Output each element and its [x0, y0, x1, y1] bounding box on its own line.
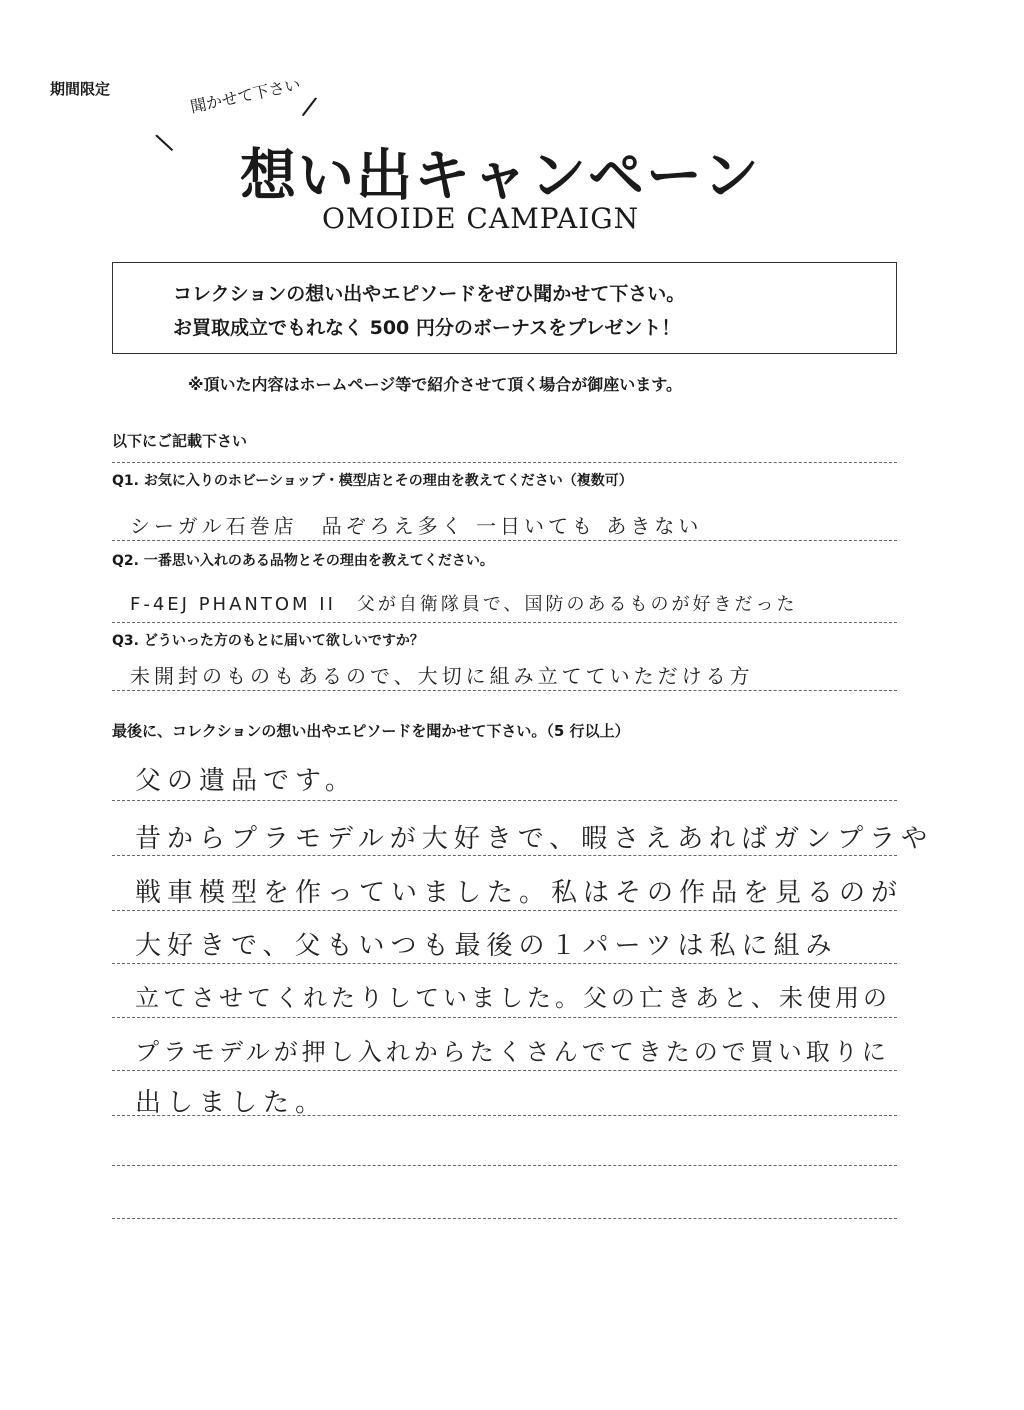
story-rule-4: [112, 963, 897, 964]
notice-line-2: お買取成立でもれなく 500 円分のボーナスをプレゼント！: [173, 317, 681, 339]
story-line-7: 出しました。: [135, 1088, 328, 1118]
q2-answer-line: [112, 622, 897, 623]
campaign-title: 想い出キャンペーン: [240, 144, 761, 209]
form-intro: 以下にご記載下さい: [112, 432, 248, 450]
story-line-1: 父の遺品です。: [135, 766, 357, 796]
story-line-6: プラモデルが押し入れからたくさんでてきたので買い取りに: [135, 1038, 890, 1066]
story-rule-2: [112, 855, 897, 856]
story-rule-9: [112, 1218, 897, 1219]
q2-label: Q2. 一番思い入れのある品物とその理由を教えてください。: [112, 553, 494, 569]
limited-time-label: 期間限定: [50, 80, 111, 98]
q1-answer-line: [112, 540, 897, 541]
disclaimer-note: ※頂いた内容はホームページ等で紹介させて頂く場合が御座います。: [188, 375, 682, 394]
subtitle-slash-left: \: [153, 127, 176, 159]
story-line-5: 立てさせてくれたりしていました。父の亡きあと、未使用の: [135, 984, 891, 1012]
final-question-label: 最後に、コレクションの想い出やエピソードを聞かせて下さい。（5 行以上）: [112, 722, 630, 740]
subtitle-slash-right: /: [300, 91, 319, 123]
story-rule-7: [112, 1115, 897, 1116]
q1-answer: シーガル石巻店 品ぞろえ多く 一日いても あきない: [130, 514, 703, 538]
q2-answer: F-4EJ PHANTOM II 父が自衛隊員で、国防のあるものが好きだった: [130, 594, 798, 615]
story-line-3: 戦車模型を作っていました。私はその作品を見るのが: [135, 878, 904, 908]
notice-box: [112, 262, 897, 354]
subtitle: 聞かせて下さい: [188, 74, 303, 117]
story-line-4: 大好きで、父もいつも最後の１パーツは私に組み: [135, 931, 838, 961]
q3-label: Q3. どういった方のもとに届いて欲しいですか？: [112, 633, 424, 649]
story-rule-1: [112, 800, 897, 801]
q3-answer: 未開封のものもあるので、大切に組み立てていただける方: [130, 664, 754, 688]
notice-line-1: コレクションの想い出やエピソードをぜひ聞かせて下さい。: [173, 283, 686, 305]
story-rule-5: [112, 1017, 897, 1018]
story-rule-8: [112, 1165, 897, 1166]
story-line-2: 昔からプラモデルが大好きで、暇さえあればガンプラや: [135, 824, 934, 854]
story-rule-3: [112, 910, 897, 911]
divider: [112, 462, 897, 463]
campaign-english-title: OMOIDE CAMPAIGN: [322, 202, 640, 235]
story-rule-6: [112, 1070, 897, 1071]
q1-label: Q1. お気に入りのホビーショップ・模型店とその理由を教えてください（複数可）: [112, 473, 633, 489]
q3-answer-line: [112, 690, 897, 691]
